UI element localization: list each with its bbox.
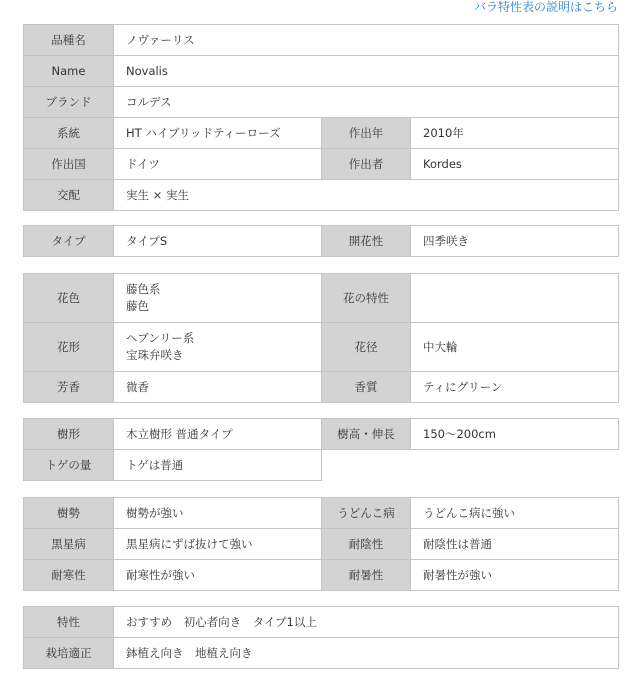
flower-shape-line: ヘブンリー系: [126, 331, 195, 345]
table-row: [24, 450, 619, 481]
breeder-value: Kordes: [411, 149, 619, 180]
flower-color-line: 藤色系: [126, 282, 161, 296]
plant-height-value: 150〜200cm: [411, 419, 619, 450]
table-row: [24, 372, 619, 403]
table-row: [24, 607, 619, 638]
type-table: [23, 225, 619, 257]
table-row: [24, 529, 619, 560]
scent-type-label: 香質: [322, 372, 411, 403]
flower-color-label: 花色: [24, 274, 114, 323]
cross-value: 実生 × 実生: [114, 180, 619, 211]
basic-info-table: [23, 24, 619, 211]
table-row: [24, 118, 619, 149]
cultivation-label: 栽培適正: [24, 638, 114, 669]
bloom-label: 開花性: [322, 226, 411, 257]
type-label: タイプ: [24, 226, 114, 257]
plant-form-value: 木立樹形 普通タイプ: [114, 419, 322, 450]
flower-trait-value: [411, 274, 619, 323]
plant-height-label: 樹高・伸長: [322, 419, 411, 450]
year-label: 作出年: [322, 118, 411, 149]
table-row: [24, 560, 619, 591]
name-value: Novalis: [114, 56, 619, 87]
thorn-value: トゲは普通: [114, 450, 322, 481]
blackspot-label: 黒星病: [24, 529, 114, 560]
table-row: [24, 638, 619, 669]
mildew-label: うどんこ病: [322, 498, 411, 529]
table-row: [24, 149, 619, 180]
type-value: タイプS: [114, 226, 322, 257]
table-row: [24, 274, 619, 323]
shade-label: 耐陰性: [322, 529, 411, 560]
table-row: [24, 498, 619, 529]
blackspot-value: 黒星病にずば抜けて強い: [114, 529, 322, 560]
variety-name-label: 品種名: [24, 25, 114, 56]
cross-label: 交配: [24, 180, 114, 211]
heat-value: 耐暑性が強い: [411, 560, 619, 591]
mildew-value: うどんこ病に強い: [411, 498, 619, 529]
table-row: [24, 323, 619, 372]
flower-shape-label: 花形: [24, 323, 114, 372]
table-row: [24, 56, 619, 87]
table-row: [24, 226, 619, 257]
country-label: 作出国: [24, 149, 114, 180]
breeder-label: 作出者: [322, 149, 411, 180]
shade-value: 耐陰性は普通: [411, 529, 619, 560]
country-value: ドイツ: [114, 149, 322, 180]
empty-cell: [322, 450, 619, 481]
scent-type-value: ティにグリーン: [411, 372, 619, 403]
table-row: [24, 25, 619, 56]
name-label: Name: [24, 56, 114, 87]
class-value: HT ハイブリッドティーローズ: [114, 118, 322, 149]
flower-size-value: 中大輪: [411, 323, 619, 372]
table-row: [24, 180, 619, 211]
variety-name-value: ノヴァーリス: [114, 25, 619, 56]
cultivation-value: 鉢植え向き 地植え向き: [114, 638, 619, 669]
thorn-label: トゲの量: [24, 450, 114, 481]
flower-trait-label: 花の特性: [322, 274, 411, 323]
table-row: [24, 419, 619, 450]
features-table: [23, 606, 619, 669]
feature-value: おすすめ 初心者向き タイプ1以上: [114, 607, 619, 638]
plant-table: [23, 418, 619, 481]
feature-label: 特性: [24, 607, 114, 638]
flower-color-value: [114, 274, 322, 323]
vigor-value: 樹勢が強い: [114, 498, 322, 529]
class-label: 系統: [24, 118, 114, 149]
flower-color-line: 藤色: [126, 299, 149, 313]
rose-spec-guide-link[interactable]: バラ特性表の説明はこちら: [473, 0, 618, 14]
plant-form-label: 樹形: [24, 419, 114, 450]
year-value: 2010年: [411, 118, 619, 149]
cold-value: 耐寒性が強い: [114, 560, 322, 591]
fragrance-value: 微香: [114, 372, 322, 403]
flower-shape-line: 宝珠弁咲き: [126, 348, 184, 362]
table-row: [24, 87, 619, 118]
flower-size-label: 花径: [322, 323, 411, 372]
brand-label: ブランド: [24, 87, 114, 118]
heat-label: 耐暑性: [322, 560, 411, 591]
cold-label: 耐寒性: [24, 560, 114, 591]
fragrance-label: 芳香: [24, 372, 114, 403]
flower-shape-value: [114, 323, 322, 372]
brand-value: コルデス: [114, 87, 619, 118]
vigor-table: [23, 497, 619, 591]
flower-table: [23, 273, 619, 403]
vigor-label: 樹勢: [24, 498, 114, 529]
bloom-value: 四季咲き: [411, 226, 619, 257]
